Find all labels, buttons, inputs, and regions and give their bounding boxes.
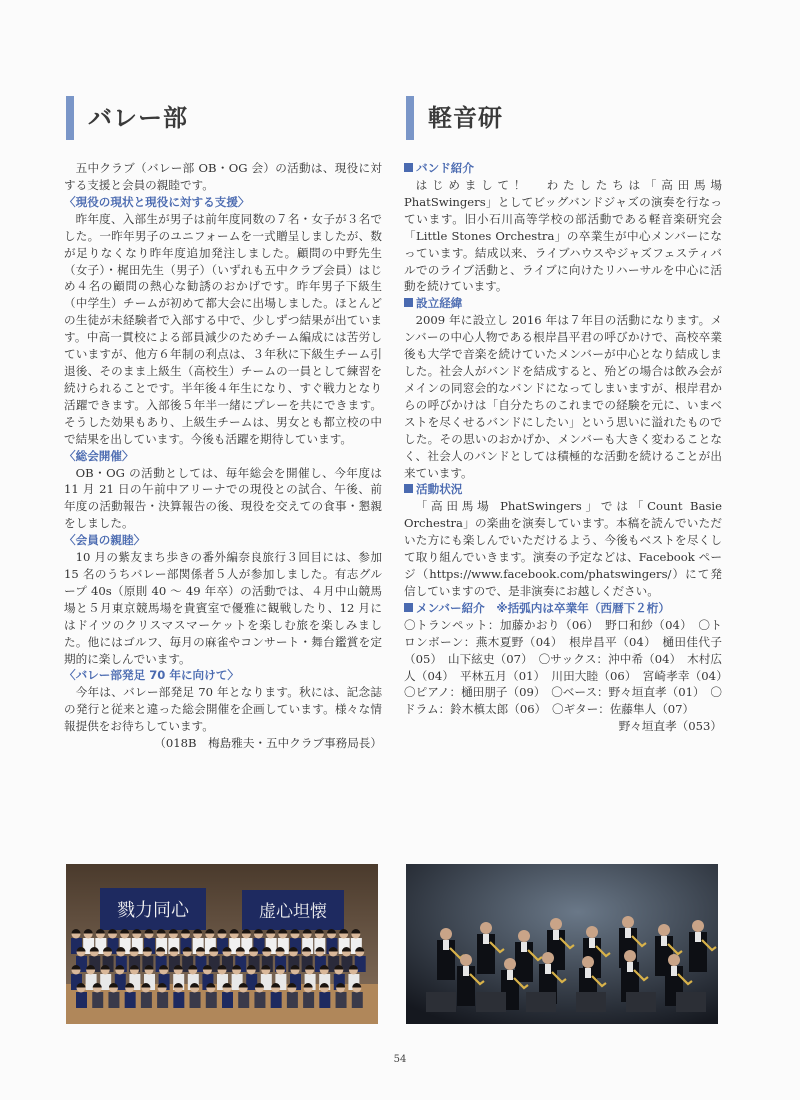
section-title: 軽音研 [428,104,503,132]
title-accent-bar [66,96,74,140]
person-body [141,992,152,1008]
person-body [222,992,233,1008]
paragraph: 今年は、バレー部発足 70 年となります。秋には、記念誌の発行と従来と違った総会開催を企画しています。様々な情報提供をお待ちしています。 [64,685,382,734]
person-body [238,992,249,1008]
subheading: 活動状況 [404,481,722,498]
musician-shirt [521,942,527,952]
section-title-bar [64,96,382,140]
person-body [206,992,217,1008]
music-stand [576,992,606,1012]
volleyball-column [64,96,382,752]
author-signature: 野々垣直孝（053） [618,719,722,734]
person-body [319,992,330,1008]
light-music-column [404,96,734,735]
square-bullet-icon [404,484,413,493]
person-body [254,992,265,1008]
section-title: バレー部 [88,104,188,132]
musician-head [518,930,530,942]
musician-head [440,928,452,940]
page-number: 54 [393,1054,407,1065]
musician-head [504,958,516,970]
musician-head [624,950,636,962]
volleyball-group-photo [66,864,378,1024]
paragraph: 「高田馬場 PhatSwingers」では「Count Basie Orchestra」の楽曲を演奏しています。本稿を読んでいただいた方にも楽しんでいただけるよう、今後もベストを尽くして取り組んでいきます。演奏の予定などは、Facebook ページ（https://www.facebook.com/phatswingers/）にて発信していますので、是非演奏にお越しください。 [404,499,722,598]
subheading: 〈会員の親睦〉 [64,533,146,548]
subheading: メンバー紹介 ※括弧内は卒業年（西暦下２桁） [404,600,722,617]
musician-shirt [695,932,701,942]
svg-text:虚心坦懐: 虚心坦懐 [259,902,327,922]
person-body [108,992,119,1008]
music-stand [476,992,506,1012]
member-list: 〇トランペット：加藤かおり（06） 野口和紗（04） 〇トロンボーン：燕木夏野（04） 根岸昌平（04） 樋田佳代子（05） 山下絃史（07） 〇サックス：沖中希（04） 木村広人（04） 平林五月（01） 川田大睦（06） 宮崎孝幸（04） 〇ピアノ：樋田朋子（09） 〇ベース：野々垣直孝（01） 〇ドラム：鈴木槙太郎（06） 〇ギター：佐藤隼人（07） [404,617,734,717]
big-band-photo [406,864,718,1024]
person-body [287,992,298,1008]
musician-shirt [463,966,469,976]
band-photo-illustration [406,864,718,1024]
musician-shirt [589,938,595,948]
subheading: 〈バレー部発足 70 年に向けて〉 [64,668,239,683]
author-signature: （018B 梅島雅夫・五中クラブ事務局長） [154,736,382,751]
person-body [125,992,136,1008]
person-body [92,992,103,1008]
square-bullet-icon [404,298,413,307]
section-title-bar [404,96,722,140]
musician-head [586,926,598,938]
musician-shirt [553,930,559,940]
paragraph: 10 月の紫友まち歩きの番外編奈良旅行３回目には、参加 15 名のうちバレー部関係者５人が参加しました。有志グループ 40s（原則 40 〜 49 年卒）の活動では、４月中山競馬場と５月東京競馬場を貴賓室で優雅に観戦したり、12 月にはドイツのクリスマスマーケットを楽しむ旅を楽しみました。他にはゴルフ、毎月の麻雀やコンサート・舞台鑑賞を定期的に楽しんでいます。 [64,550,382,666]
musician-head [550,918,562,930]
musician-shirt [483,934,489,944]
person-body [76,992,87,1008]
musician-head [658,924,670,936]
article-body [64,160,382,752]
musician-head [480,922,492,934]
intro-paragraph: 五中クラブ（バレー部 OB・OG 会）の活動は、現役に対する支援と会員の親睦です。 [64,161,382,192]
musician-head [622,916,634,928]
group-photo-illustration [66,864,378,1024]
subheading: バンド紹介 [404,160,722,177]
svg-text:戮力同心: 戮力同心 [117,900,189,921]
musician-head [668,954,680,966]
music-stand [426,992,456,1012]
musician-shirt [661,936,667,946]
music-stand [676,992,706,1012]
person-body [190,992,201,1008]
musician-shirt [671,966,677,976]
person-body [336,992,347,1008]
subheading: 設立経緯 [404,295,722,312]
square-bullet-icon [404,603,413,612]
paragraph: 昨年度、入部生が男子は前年度同数の７名・女子が３名でした。一昨年男子のユニフォームを一式贈呈しましたが、数が足りなくなり昨年度追加発注しました。顧問の中野先生（女子）・梶田先生（男子）（いずれも五中クラブ会員）はじめ４名の顧問の熱心な勧誘のおかげです。昨年男子下級生（中学生）チームが初めて都大会に出場しました。ほとんどの生徒が未経験者で入部する中で、少しずつ結果が出ています。中高一貫校による部員減少のためチーム編成には苦労していますが、他方６年制の利点は、３年秋に下級生チーム引退後、そのまま上級生（高校生）チームの一員として練習を続けられることです。半年後４年生になり、すぐ戦力となり活躍できます。入部後５年半一緒にプレーを共にできます。そうした効果もあり、上級生チームは、男女とも都立校の中で結果を出しています。今後も活躍を期待しています。 [64,211,382,446]
person-body [173,992,184,1008]
music-stand [526,992,556,1012]
music-stand [626,992,656,1012]
musician-head [582,956,594,968]
article-body [404,160,734,735]
musician-shirt [585,968,591,978]
subheading: 〈総会開催〉 [64,448,134,463]
musician-head [692,920,704,932]
musician-head [460,954,472,966]
musician-head [542,952,554,964]
musician-shirt [507,970,513,980]
title-accent-bar [406,96,414,140]
subheading: 〈現役の現状と現役に対する支援〉 [64,194,250,209]
square-bullet-icon [404,163,413,172]
person-body [352,992,363,1008]
person-body [157,992,168,1008]
musician-shirt [443,940,449,950]
person-body [303,992,314,1008]
person-body [271,992,282,1008]
paragraph: はじめまして！ わたしたちは「高田馬場 PhatSwingers」としてビッグバンドジャズの演奏を行なっています。旧小石川高等学校の部活動である軽音楽研究会「Little Stones Orchestra」の卒業生が中心メンバーになっています。結成以来、ライブハウスやジャズフェスティバルでのライブ活動と、ライブに向けたリハーサルを中心に活動を続けています。 [404,178,722,294]
musician-shirt [627,962,633,972]
paragraph: OB・OG の活動としては、毎年総会を開催し、今年度は 11 月 21 日の午前中アリーナでの現役との試合、午後、前年度の活動報告・決算報告の後、現役を交えての食事・懇親をしました。 [64,465,382,531]
musician-shirt [625,928,631,938]
musician-shirt [545,964,551,974]
paragraph: 2009 年に設立し 2016 年は７年目の活動になります。メンバーの中心人物である根岸昌平君の呼びかけで、高校卒業後も大学で音楽を続けていたメンバーが中心となり結成しました。社会人がバンドを結成すると、殆どの場合は飲み会がメインの同窓会的なバンドになってしまいますが、根岸君からの呼びかけは「自分たちのこれまでの経験を元に、いまベストを尽くせるバンドにしたい」という思いに溢れたものでした。その思いのおかげか、メンバーも大きく変わることなく、社会人のバンドとしては積極的な活動を続けることが出来ています。 [404,313,722,480]
